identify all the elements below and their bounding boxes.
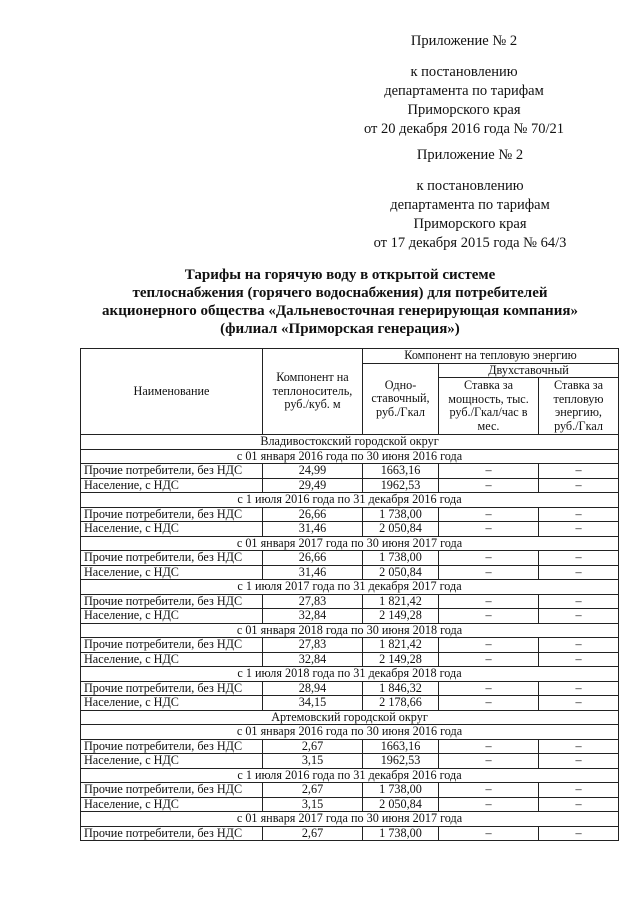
consumer-name-cell: Прочие потребители, без НДС (81, 551, 263, 566)
annex-original-heading: Приложение № 2 (416, 147, 524, 163)
single-rate-cell: 1663,16 (363, 739, 439, 754)
period-row (81, 493, 619, 508)
header-thermal-component: Компонент на тепловую энергию (363, 349, 619, 364)
capacity-rate-cell: – (439, 696, 539, 711)
capacity-rate-cell: – (439, 565, 539, 580)
document-title (40, 266, 640, 338)
capacity-rate-cell: – (439, 464, 539, 479)
table-row (81, 739, 619, 754)
carrier-cell: 32,84 (263, 652, 363, 667)
table-row (81, 522, 619, 537)
consumer-name-cell: Население, с НДС (81, 478, 263, 493)
table-row (81, 594, 619, 609)
period-label: с 01 января 2018 года по 30 июня 2018 года (81, 623, 619, 638)
period-row (81, 449, 619, 464)
consumer-name-cell: Прочие потребители, без НДС (81, 783, 263, 798)
table-row (81, 507, 619, 522)
capacity-rate-cell: – (439, 739, 539, 754)
energy-rate-cell: – (539, 551, 619, 566)
title-line: теплоснабжения (горячего водоснабжения) для потребителей (132, 285, 548, 301)
capacity-rate-cell: – (439, 551, 539, 566)
table-row (81, 652, 619, 667)
consumer-name-cell: Прочие потребители, без НДС (81, 464, 263, 479)
carrier-cell: 24,99 (263, 464, 363, 479)
table-row (81, 464, 619, 479)
table-row (81, 551, 619, 566)
carrier-cell: 3,15 (263, 797, 363, 812)
consumer-name-cell: Прочие потребители, без НДС (81, 681, 263, 696)
energy-rate-cell: – (539, 565, 619, 580)
energy-rate-cell: – (539, 652, 619, 667)
single-rate-cell: 1 738,00 (363, 783, 439, 798)
header-capacity-rate: Ставка за мощность, тыс. руб./Гкал/час в мес. (439, 378, 539, 435)
carrier-cell: 34,15 (263, 696, 363, 711)
section-label: Владивостокский городской округ (81, 435, 619, 450)
energy-rate-cell: – (539, 638, 619, 653)
capacity-rate-cell: – (439, 522, 539, 537)
title-line: акционерного общества «Дальневосточная генерирующая компания» (102, 303, 578, 319)
carrier-cell: 2,67 (263, 783, 363, 798)
capacity-rate-cell: – (439, 478, 539, 493)
energy-rate-cell: – (539, 754, 619, 769)
energy-rate-cell: – (539, 522, 619, 537)
consumer-name-cell: Население, с НДС (81, 696, 263, 711)
capacity-rate-cell: – (439, 797, 539, 812)
carrier-cell: 3,15 (263, 754, 363, 769)
single-rate-cell: 1663,16 (363, 464, 439, 479)
capacity-rate-cell: – (439, 652, 539, 667)
period-row (81, 536, 619, 551)
carrier-cell: 31,46 (263, 565, 363, 580)
title-line: Тарифы на горячую воду в открытой системе (184, 267, 496, 283)
carrier-cell: 27,83 (263, 638, 363, 653)
consumer-name-cell: Прочие потребители, без НДС (81, 507, 263, 522)
header-name: Наименование (81, 349, 263, 435)
single-rate-cell: 2 050,84 (363, 565, 439, 580)
table-row (81, 797, 619, 812)
annex-original-line: Приморского края (413, 216, 527, 232)
capacity-rate-cell: – (439, 594, 539, 609)
capacity-rate-cell: – (439, 826, 539, 841)
carrier-cell: 29,49 (263, 478, 363, 493)
period-label: с 01 января 2016 года по 30 июня 2016 года (81, 725, 619, 740)
table-row (81, 681, 619, 696)
single-rate-cell: 2 178,66 (363, 696, 439, 711)
single-rate-cell: 1 738,00 (363, 507, 439, 522)
period-row (81, 667, 619, 682)
single-rate-cell: 1962,53 (363, 754, 439, 769)
single-rate-cell: 2 050,84 (363, 522, 439, 537)
capacity-rate-cell: – (439, 681, 539, 696)
annex-original-resolution (300, 146, 640, 253)
header-single-rate: Одно-ставочный, руб./Гкал (363, 363, 439, 435)
consumer-name-cell: Население, с НДС (81, 609, 263, 624)
energy-rate-cell: – (539, 797, 619, 812)
consumer-name-cell: Население, с НДС (81, 522, 263, 537)
single-rate-cell: 2 050,84 (363, 797, 439, 812)
annex-current-line: Приморского края (407, 102, 521, 118)
consumer-name-cell: Прочие потребители, без НДС (81, 826, 263, 841)
section-row (81, 435, 619, 450)
capacity-rate-cell: – (439, 507, 539, 522)
single-rate-cell: 2 149,28 (363, 609, 439, 624)
carrier-cell: 28,94 (263, 681, 363, 696)
page-bottom-margin (0, 890, 640, 905)
tariff-table (80, 348, 619, 841)
tariff-table-header (81, 349, 619, 435)
carrier-cell: 26,66 (263, 551, 363, 566)
single-rate-cell: 1 738,00 (363, 551, 439, 566)
period-row (81, 768, 619, 783)
carrier-cell: 26,66 (263, 507, 363, 522)
header-energy-rate: Ставка за тепловую энергию, руб./Гкал (539, 378, 619, 435)
period-label: с 01 января 2017 года по 30 июня 2017 года (81, 536, 619, 551)
period-label: с 1 июля 2018 года по 31 декабря 2018 года (81, 667, 619, 682)
energy-rate-cell: – (539, 783, 619, 798)
carrier-cell: 2,67 (263, 739, 363, 754)
period-row (81, 725, 619, 740)
capacity-rate-cell: – (439, 783, 539, 798)
capacity-rate-cell: – (439, 609, 539, 624)
capacity-rate-cell: – (439, 754, 539, 769)
section-label: Артемовский городской округ (81, 710, 619, 725)
energy-rate-cell: – (539, 696, 619, 711)
consumer-name-cell: Население, с НДС (81, 754, 263, 769)
energy-rate-cell: – (539, 478, 619, 493)
consumer-name-cell: Население, с НДС (81, 797, 263, 812)
carrier-cell: 27,83 (263, 594, 363, 609)
annex-current-line: от 20 декабря 2016 года № 70/21 (363, 121, 565, 137)
energy-rate-cell: – (539, 681, 619, 696)
consumer-name-cell: Прочие потребители, без НДС (81, 594, 263, 609)
carrier-cell: 31,46 (263, 522, 363, 537)
single-rate-cell: 1 821,42 (363, 638, 439, 653)
period-label: с 1 июля 2017 года по 31 декабря 2017 года (81, 580, 619, 595)
period-label: с 01 января 2017 года по 30 июня 2017 года (81, 812, 619, 827)
annex-original-line: департамента по тарифам (390, 197, 550, 213)
energy-rate-cell: – (539, 594, 619, 609)
annex-original-line: к постановлению (416, 178, 524, 194)
energy-rate-cell: – (539, 507, 619, 522)
table-row (81, 754, 619, 769)
single-rate-cell: 2 149,28 (363, 652, 439, 667)
title-line: (филиал «Приморская генерация») (220, 321, 460, 337)
annex-current-heading: Приложение № 2 (410, 33, 518, 49)
consumer-name-cell: Население, с НДС (81, 652, 263, 667)
consumer-name-cell: Прочие потребители, без НДС (81, 638, 263, 653)
single-rate-cell: 1962,53 (363, 478, 439, 493)
section-row (81, 710, 619, 725)
period-row (81, 623, 619, 638)
carrier-cell: 32,84 (263, 609, 363, 624)
tariff-table-body (81, 435, 619, 841)
capacity-rate-cell: – (439, 638, 539, 653)
period-label: с 1 июля 2016 года по 31 декабря 2016 года (81, 768, 619, 783)
table-row (81, 826, 619, 841)
period-label: с 01 января 2016 года по 30 июня 2016 года (81, 449, 619, 464)
energy-rate-cell: – (539, 826, 619, 841)
period-row (81, 580, 619, 595)
table-row (81, 638, 619, 653)
single-rate-cell: 1 821,42 (363, 594, 439, 609)
table-row (81, 565, 619, 580)
energy-rate-cell: – (539, 739, 619, 754)
consumer-name-cell: Прочие потребители, без НДС (81, 739, 263, 754)
table-row (81, 609, 619, 624)
carrier-cell: 2,67 (263, 826, 363, 841)
energy-rate-cell: – (539, 609, 619, 624)
single-rate-cell: 1 846,32 (363, 681, 439, 696)
single-rate-cell: 1 738,00 (363, 826, 439, 841)
annex-current-line: департамента по тарифам (384, 83, 544, 99)
annex-original-line: от 17 декабря 2015 года № 64/3 (373, 235, 567, 251)
energy-rate-cell: – (539, 464, 619, 479)
consumer-name-cell: Население, с НДС (81, 565, 263, 580)
period-row (81, 812, 619, 827)
table-row (81, 478, 619, 493)
table-row (81, 696, 619, 711)
annex-current-line: к постановлению (410, 64, 518, 80)
table-row (81, 783, 619, 798)
annex-current-resolution (284, 32, 640, 139)
period-label: с 1 июля 2016 года по 31 декабря 2016 года (81, 493, 619, 508)
header-two-rate: Двухставочный (439, 363, 619, 378)
header-carrier-component: Компонент на теплоноситель, руб./куб. м (263, 349, 363, 435)
